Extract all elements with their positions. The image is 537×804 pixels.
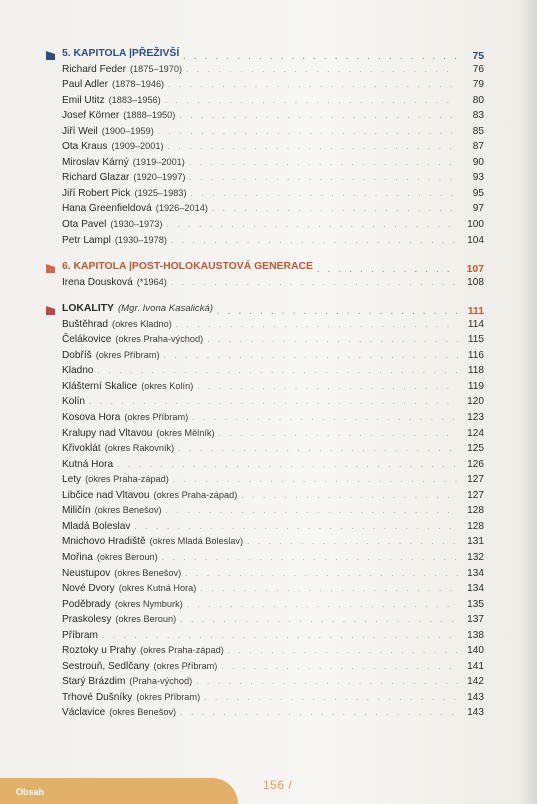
toc-entry[interactable] (46, 488, 484, 504)
entry-name: Richard Glazar (62, 172, 130, 184)
entry-page-number: 97 (472, 203, 484, 215)
entry-name: Dobříš (62, 349, 92, 361)
entry-page-number: 137 (467, 614, 484, 626)
entry-detail: (1920–1997) (133, 172, 186, 183)
entry-name: Petr Lampl (62, 234, 111, 246)
entry-label (46, 217, 162, 233)
dot-leader (228, 643, 458, 659)
entry-page-number: 119 (467, 380, 484, 392)
entry-name: Josef Körner (62, 110, 120, 122)
entry-name: Příbram (62, 629, 98, 641)
entry-label (46, 155, 185, 171)
entry-page-number: 132 (467, 551, 484, 563)
entry-page-number: 131 (467, 536, 484, 548)
entry-detail: (okres Kutná Hora) (118, 583, 197, 594)
chapter-title: PŘEŽIVŠÍ (131, 48, 180, 59)
entry-name: Paul Adler (62, 79, 109, 91)
entry-detail: (okres Praha-západ) (140, 645, 224, 656)
entry-page-number: 95 (472, 187, 484, 199)
entry-label (46, 348, 160, 364)
entry-name: Jiří Robert Pick (62, 187, 131, 199)
toc-entry[interactable] (46, 550, 484, 566)
dot-leader (221, 659, 458, 675)
chapter-marker-icon (46, 50, 55, 59)
entry-detail: (okres Příbram) (136, 691, 201, 702)
entry-detail: (okres Benešov) (114, 567, 182, 578)
entry-detail: (okres Kladno) (112, 318, 172, 329)
dot-leader (180, 612, 458, 628)
entry-page-number: 100 (467, 219, 484, 231)
toc-entry[interactable] (46, 348, 484, 364)
entry-page-number: 140 (467, 645, 484, 657)
toc-entry[interactable] (46, 186, 484, 202)
dot-leader (212, 201, 458, 217)
toc-entry[interactable] (46, 426, 484, 442)
entry-name: Klášterní Skalice (62, 380, 138, 392)
entry-name: Buštěhrad (62, 318, 109, 330)
entry-name: Libčice nad Vltavou (62, 489, 150, 501)
toc-entry[interactable] (46, 519, 484, 535)
chapter-title: POST-HOLOKAUSTOVÁ GENERACE (131, 261, 313, 273)
entry-page-number: 125 (467, 443, 484, 455)
entry-detail: (1900–1959) (101, 125, 154, 136)
entry-page-number: 128 (467, 520, 484, 532)
entry-label (46, 457, 113, 473)
entry-label (46, 472, 169, 488)
entry-detail: (okres Mladá Boleslav) (149, 536, 244, 547)
dot-leader (102, 628, 458, 644)
dot-leader (180, 705, 458, 721)
entry-name: Starý Brázdim (62, 676, 126, 688)
entry-name: Poděbrady (62, 598, 111, 610)
entry-name: Mnichovo Hradiště (62, 536, 146, 548)
chapter-marker-icon (46, 305, 55, 314)
entry-label (46, 233, 167, 249)
entry-page-number: 143 (467, 691, 484, 703)
entry-label (46, 332, 203, 348)
entry-name: Ota Pavel (62, 219, 107, 231)
entry-name: Richard Feder (62, 63, 126, 75)
dot-leader (186, 62, 458, 78)
entry-label (46, 566, 181, 582)
entry-name: Nové Dvory (62, 583, 115, 595)
entry-detail: (1919–2001) (132, 156, 185, 167)
entry-detail: (Praha-východ) (129, 676, 193, 687)
entry-page-number: 108 (467, 276, 484, 288)
dot-leader (185, 566, 458, 582)
dot-leader (204, 690, 458, 706)
toc-entry[interactable] (46, 379, 484, 395)
entry-detail: (1888–1950) (123, 110, 176, 121)
entry-page-number: 115 (467, 334, 484, 346)
entry-page-number: 123 (467, 412, 484, 424)
entry-detail: (okres Praha-západ) (153, 489, 238, 500)
entry-label (46, 643, 224, 659)
toc-entry[interactable] (46, 705, 484, 721)
entry-page-number: 127 (467, 489, 484, 501)
chapter-heading-label (46, 259, 313, 275)
entry-label (46, 317, 172, 333)
entry-label (46, 108, 175, 124)
dot-leader (219, 426, 458, 442)
entry-page-number: 124 (467, 427, 484, 439)
entry-label (46, 488, 237, 504)
toc-entry[interactable] (46, 472, 484, 488)
chapter-marker-icon (46, 263, 55, 272)
dot-leader (178, 441, 458, 457)
entry-page-number: 116 (467, 349, 484, 361)
entry-detail: (1926–2014) (155, 203, 208, 214)
toc-entry[interactable] (46, 275, 484, 291)
dot-leader (189, 155, 458, 171)
entry-page-number: 76 (472, 63, 484, 75)
toc-entry[interactable] (46, 643, 484, 659)
dot-leader (173, 472, 458, 488)
dot-leader (171, 233, 458, 249)
toc-entry[interactable] (46, 124, 484, 140)
entry-label (46, 186, 187, 202)
dot-leader (196, 674, 458, 690)
dot-leader (192, 410, 458, 426)
dot-leader (176, 317, 458, 333)
entry-name: Kladno (62, 365, 94, 377)
entry-detail: (1875–1970) (129, 63, 183, 74)
entry-name: Mladá Boleslav (62, 520, 131, 532)
entry-detail: (okres Příbram) (153, 660, 218, 671)
entry-label (46, 659, 217, 675)
entry-name: Neustupov (62, 567, 111, 579)
dot-leader (158, 124, 458, 140)
entry-label (46, 62, 182, 78)
entry-label (46, 705, 176, 721)
entry-page-number: 83 (472, 110, 484, 122)
entry-name: Kosova Hora (62, 412, 121, 424)
toc-entry[interactable] (46, 217, 484, 233)
dot-leader (164, 348, 458, 364)
entry-name: Jiří Weil (62, 125, 98, 137)
entry-page-number: 79 (472, 79, 484, 91)
toc-entry[interactable] (46, 317, 484, 333)
entry-page-number: 118 (467, 365, 484, 377)
toc-entry[interactable] (46, 659, 484, 675)
chapter-page-number: 75 (472, 51, 484, 63)
entry-page-number: 126 (467, 458, 484, 470)
entry-label (46, 379, 193, 395)
entry-label (46, 441, 174, 457)
toc-entry[interactable] (46, 597, 484, 613)
entry-page-number: 87 (472, 141, 484, 153)
dot-leader (165, 93, 458, 109)
entry-detail: (okres Beroun) (96, 551, 158, 562)
entry-label (46, 363, 93, 379)
entry-name: Trhové Dušníky (62, 691, 133, 703)
entry-name: Křivoklát (62, 443, 101, 455)
entry-page-number: 141 (467, 660, 484, 672)
dot-leader (89, 394, 458, 410)
toc-entry[interactable] (46, 612, 484, 628)
entry-label (46, 519, 130, 535)
entry-detail: (okres Beroun) (115, 614, 177, 625)
toc-entry[interactable] (46, 566, 484, 582)
entry-page-number: 93 (472, 172, 484, 184)
entry-detail: (1878–1946) (112, 79, 165, 90)
entry-label (46, 628, 98, 644)
dot-leader (166, 503, 458, 519)
dot-leader (171, 275, 458, 291)
entry-name: Kutná Hora (62, 458, 114, 470)
entry-name: Lety (62, 474, 82, 486)
dot-leader (197, 379, 458, 395)
toc-entry[interactable] (46, 674, 484, 690)
entry-page-number: 128 (467, 505, 484, 517)
toc-entry[interactable] (46, 628, 484, 644)
toc-entry[interactable] (46, 581, 484, 597)
chapter-heading-label (46, 46, 179, 62)
entry-detail: (okres Praha-východ) (115, 334, 204, 345)
entry-page-number: 135 (467, 598, 484, 610)
entry-label (46, 674, 192, 690)
dot-leader (191, 186, 458, 202)
toc-entry[interactable] (46, 394, 484, 410)
entry-name: Mořina (62, 551, 93, 563)
entry-label (46, 201, 208, 217)
entry-label (46, 77, 164, 93)
toc-entry[interactable] (46, 503, 484, 519)
toc-entry[interactable] (46, 108, 484, 124)
dot-leader (241, 488, 458, 504)
toc-entry[interactable] (46, 139, 484, 155)
entry-page-number: 114 (467, 318, 484, 330)
toc-entry[interactable] (46, 410, 484, 426)
toc-entry[interactable] (46, 233, 484, 249)
entry-label (46, 612, 176, 628)
toc-entry[interactable] (46, 201, 484, 217)
chapter-heading[interactable] (46, 301, 484, 317)
chapter-page-number: 107 (466, 264, 484, 276)
toc-entry[interactable] (46, 332, 484, 348)
chapter-heading[interactable] (46, 46, 484, 62)
entry-detail: (1930–1973) (110, 219, 163, 230)
entry-label (46, 534, 243, 550)
toc-entry[interactable] (46, 170, 484, 186)
toc-entry[interactable] (46, 62, 484, 78)
toc-entry[interactable] (46, 690, 484, 706)
entry-name: Roztoky u Prahy (62, 645, 137, 657)
entry-page-number: 127 (467, 474, 484, 486)
entry-detail: (okres Praha-západ) (85, 474, 169, 485)
entry-name: Václavice (62, 707, 106, 719)
entry-detail: (okres Rakovník) (104, 443, 175, 454)
entry-page-number: 120 (467, 396, 484, 408)
entry-page-number: 80 (472, 94, 484, 106)
dot-leader (207, 332, 458, 348)
entry-page-number: 134 (467, 583, 484, 595)
toc-entry[interactable] (46, 77, 484, 93)
table-of-contents (46, 46, 484, 732)
dot-leader (97, 363, 458, 379)
entry-page-number: 104 (467, 234, 484, 246)
entry-page-number: 142 (467, 676, 484, 688)
entry-label (46, 426, 215, 442)
entry-label (46, 93, 161, 109)
spine-shadow (519, 0, 537, 804)
chapter-block (46, 301, 484, 721)
entry-label (46, 410, 188, 426)
chapter-heading-label (46, 301, 213, 317)
entry-label (46, 597, 183, 613)
entry-detail: (okres Benešov) (94, 505, 162, 516)
entry-page-number: 85 (472, 125, 484, 137)
entry-detail: (okres Příbram) (124, 412, 189, 423)
dot-leader (117, 457, 458, 473)
entry-name: Miličín (62, 505, 91, 517)
entry-label (46, 690, 200, 706)
entry-label (46, 170, 185, 186)
dot-leader (162, 550, 458, 566)
entry-detail: (1883–1956) (108, 94, 161, 105)
entry-name: Čelákovice (62, 334, 112, 346)
entry-label (46, 139, 164, 155)
dot-leader (187, 597, 458, 613)
chapter-number: 6. KAPITOLA | (62, 261, 132, 273)
footer-tab (0, 778, 238, 804)
entry-name: Hana Greenfieldová (62, 203, 152, 215)
dot-leader (168, 139, 458, 155)
entry-page-number: 134 (467, 567, 484, 579)
entry-detail: (okres Benešov) (109, 707, 177, 718)
dot-leader (189, 170, 458, 186)
entry-page-number: 143 (467, 707, 484, 719)
entry-detail: (okres Kolín) (141, 380, 194, 391)
entry-name: Kolín (62, 396, 86, 408)
toc-entry[interactable] (46, 155, 484, 171)
chapter-number: 5. KAPITOLA | (62, 48, 132, 59)
chapter-block (46, 46, 484, 248)
page-number: 156 / (263, 778, 293, 792)
entry-label (46, 124, 154, 140)
chapter-subtitle: (Mgr. Ivona Kasalická) (117, 303, 214, 315)
toc-entry[interactable] (46, 457, 484, 473)
entry-label (46, 581, 196, 597)
dot-leader (134, 519, 458, 535)
section-label: Obsah (16, 787, 45, 797)
entry-name: Ota Kraus (62, 141, 108, 153)
entry-detail: (1909–2001) (111, 141, 164, 152)
entry-detail: (*1964) (136, 276, 167, 287)
toc-entry[interactable] (46, 363, 484, 379)
entry-page-number: 138 (467, 629, 484, 641)
entry-detail: (okres Mělník) (156, 427, 215, 438)
entry-label (46, 275, 167, 291)
entry-name: Kralupy nad Vltavou (62, 427, 153, 439)
entry-detail: (1925–1983) (134, 187, 187, 198)
entry-name: Sestrouň, Sedlčany (62, 660, 150, 672)
chapter-heading[interactable] (46, 259, 484, 275)
chapter-title: LOKALITY (62, 303, 114, 315)
toc-entry[interactable] (46, 534, 484, 550)
chapter-page-number: 111 (467, 306, 484, 318)
entry-label (46, 394, 85, 410)
dot-leader (166, 217, 458, 233)
entry-label (46, 550, 158, 566)
entry-name: Praskolesy (62, 614, 112, 626)
entry-detail: (okres Příbram) (95, 349, 160, 360)
dot-leader (168, 77, 458, 93)
entry-detail: (1930–1978) (114, 234, 167, 245)
dot-leader (247, 534, 458, 550)
chapter-block (46, 259, 484, 290)
entry-name: Irena Dousková (62, 276, 133, 288)
dot-leader (200, 581, 458, 597)
entry-name: Miroslav Kárný (62, 156, 129, 168)
entry-page-number: 90 (472, 156, 484, 168)
dot-leader (179, 108, 458, 124)
entry-label (46, 503, 162, 519)
entry-name: Emil Utitz (62, 94, 105, 106)
entry-detail: (okres Nymburk) (114, 598, 183, 609)
toc-entry[interactable] (46, 441, 484, 457)
toc-entry[interactable] (46, 93, 484, 109)
